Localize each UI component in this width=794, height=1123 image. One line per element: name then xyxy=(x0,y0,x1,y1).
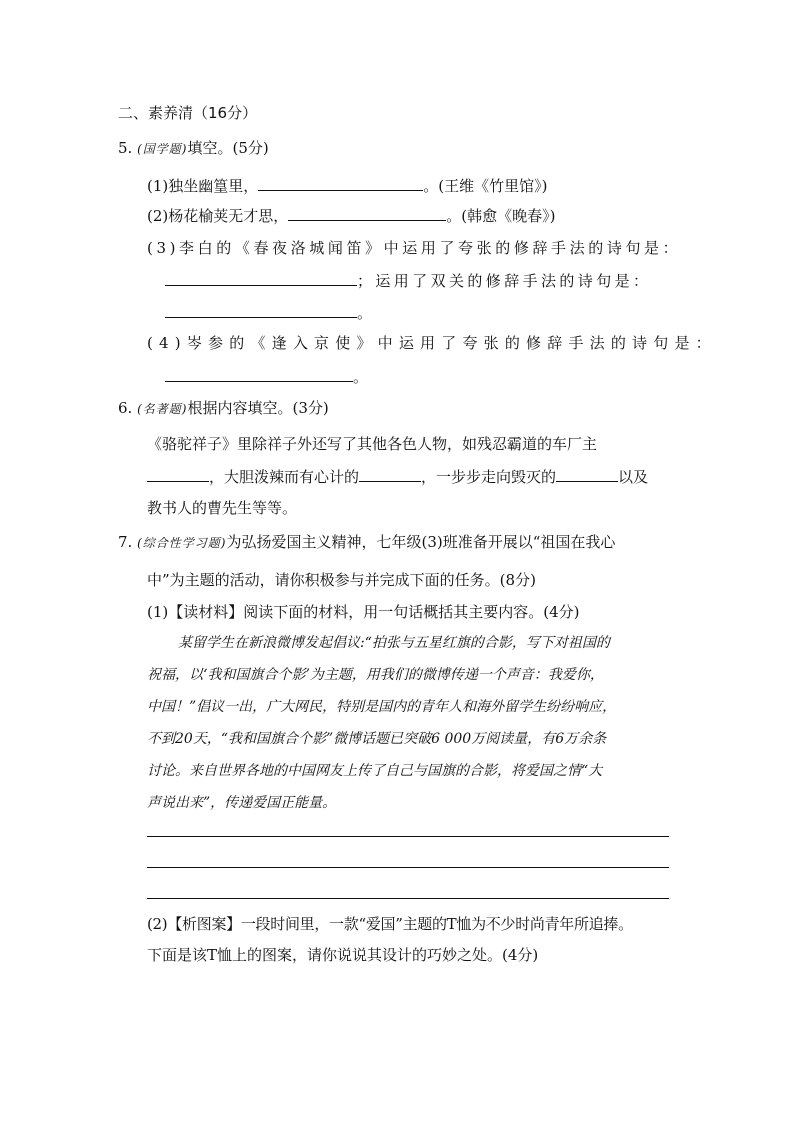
question-type-tag: (名著题) xyxy=(137,402,188,416)
q5-item-2 xyxy=(147,205,555,226)
q6-line-2 xyxy=(147,466,648,487)
q5-item-4: (4)岑参的《逢入京使》中运用了夸张的修辞手法的诗句是： xyxy=(147,334,717,352)
item-text: (1)独坐幽篁里， xyxy=(147,177,259,195)
material-line: 中国！”倡议一出，广大网民，特别是国内的青年人和海外留学生纷纷响应， xyxy=(147,699,617,715)
material-line: 祝福，以‘我和国旗合个影’为主题，用我们的微博传递一个声音：我爱你， xyxy=(147,667,604,683)
question-number: 6. xyxy=(118,399,133,417)
answer-blank[interactable] xyxy=(165,302,357,318)
item-text: ；运用了双关的修辞手法的诗句是： xyxy=(357,272,652,290)
question-type-tag: (综合性学习题) xyxy=(137,536,227,550)
answer-blank[interactable] xyxy=(147,466,209,482)
q7-part-2-line-2: 下面是该T恤上的图案，请你说说其设计的巧妙之处。(4分) xyxy=(147,946,539,964)
q6-line-3: 教书人的曹先生等等。 xyxy=(147,499,298,517)
question-6-header xyxy=(118,398,329,419)
q5-item-3-answer-2 xyxy=(165,302,372,323)
item-text: (2)杨花榆荚无才思， xyxy=(147,207,289,225)
answer-blank[interactable] xyxy=(288,205,446,221)
answer-blank[interactable] xyxy=(165,270,357,286)
question-7-header xyxy=(118,532,615,553)
item-text: ，一步步走向毁灭的 xyxy=(421,468,557,486)
q5-item-3-answers xyxy=(165,270,651,291)
material-line: 不到20天，“我和国旗合个影”微博话题已突破6 000万阅读量，有6万余条 xyxy=(147,731,607,747)
item-text: 。 xyxy=(357,304,373,322)
answer-line[interactable] xyxy=(147,836,669,837)
item-text: 。 xyxy=(353,368,369,386)
question-number: 7. xyxy=(118,533,133,551)
material-line: 声说出来”，传递爱国正能量。 xyxy=(147,795,337,811)
item-text: ，大胆泼辣而有心计的 xyxy=(209,468,360,486)
q7-stem-line-2: 中”为主题的活动，请你积极参与并完成下面的任务。(8分) xyxy=(147,571,536,589)
item-text: 以及 xyxy=(618,468,649,486)
q5-item-4-answer xyxy=(165,366,368,387)
answer-line[interactable] xyxy=(147,898,669,899)
q7-part-1: (1)【读材料】阅读下面的材料，用一句话概括其主要内容。(4分) xyxy=(147,603,580,621)
answer-blank[interactable] xyxy=(258,175,423,191)
answer-blank[interactable] xyxy=(359,466,421,482)
q5-item-3: (3)李白的《春夜洛城闻笛》中运用了夸张的修辞手法的诗句是： xyxy=(147,239,682,257)
material-line: 讨论。来自世界各地的中国网友上传了自己与国旗的合影，将爱国之情“大 xyxy=(147,763,603,779)
q6-line-1: 《骆驼祥子》里除祥子外还写了其他各色人物，如残忍霸道的车厂主 xyxy=(147,435,598,453)
answer-line[interactable] xyxy=(147,867,669,868)
question-number: 5. xyxy=(118,139,133,157)
question-type-tag: (国学题) xyxy=(137,142,188,156)
q5-item-1 xyxy=(147,175,547,196)
question-stem: 填空。(5分) xyxy=(187,139,269,157)
question-stem: 根据内容填空。(3分) xyxy=(187,399,329,417)
question-stem: 为弘扬爱国主义精神，七年级(3)班准备开展以“祖国在我心 xyxy=(226,533,616,551)
item-text: 。(王维《竹里馆》) xyxy=(423,177,548,195)
answer-blank[interactable] xyxy=(556,466,618,482)
material-line: 某留学生在新浪微博发起倡议:“拍张与五星红旗的合影，写下对祖国的 xyxy=(178,635,610,651)
q7-part-2-line-1: (2)【析图案】一段时间里，一款“爱国”主题的T恤为不少时尚青年所追捧。 xyxy=(147,915,633,933)
question-5-header xyxy=(118,138,269,159)
item-text: 。(韩愈《晚春》) xyxy=(446,207,556,225)
section-heading: 二、素养清（16分） xyxy=(118,104,258,122)
answer-blank[interactable] xyxy=(165,366,353,382)
